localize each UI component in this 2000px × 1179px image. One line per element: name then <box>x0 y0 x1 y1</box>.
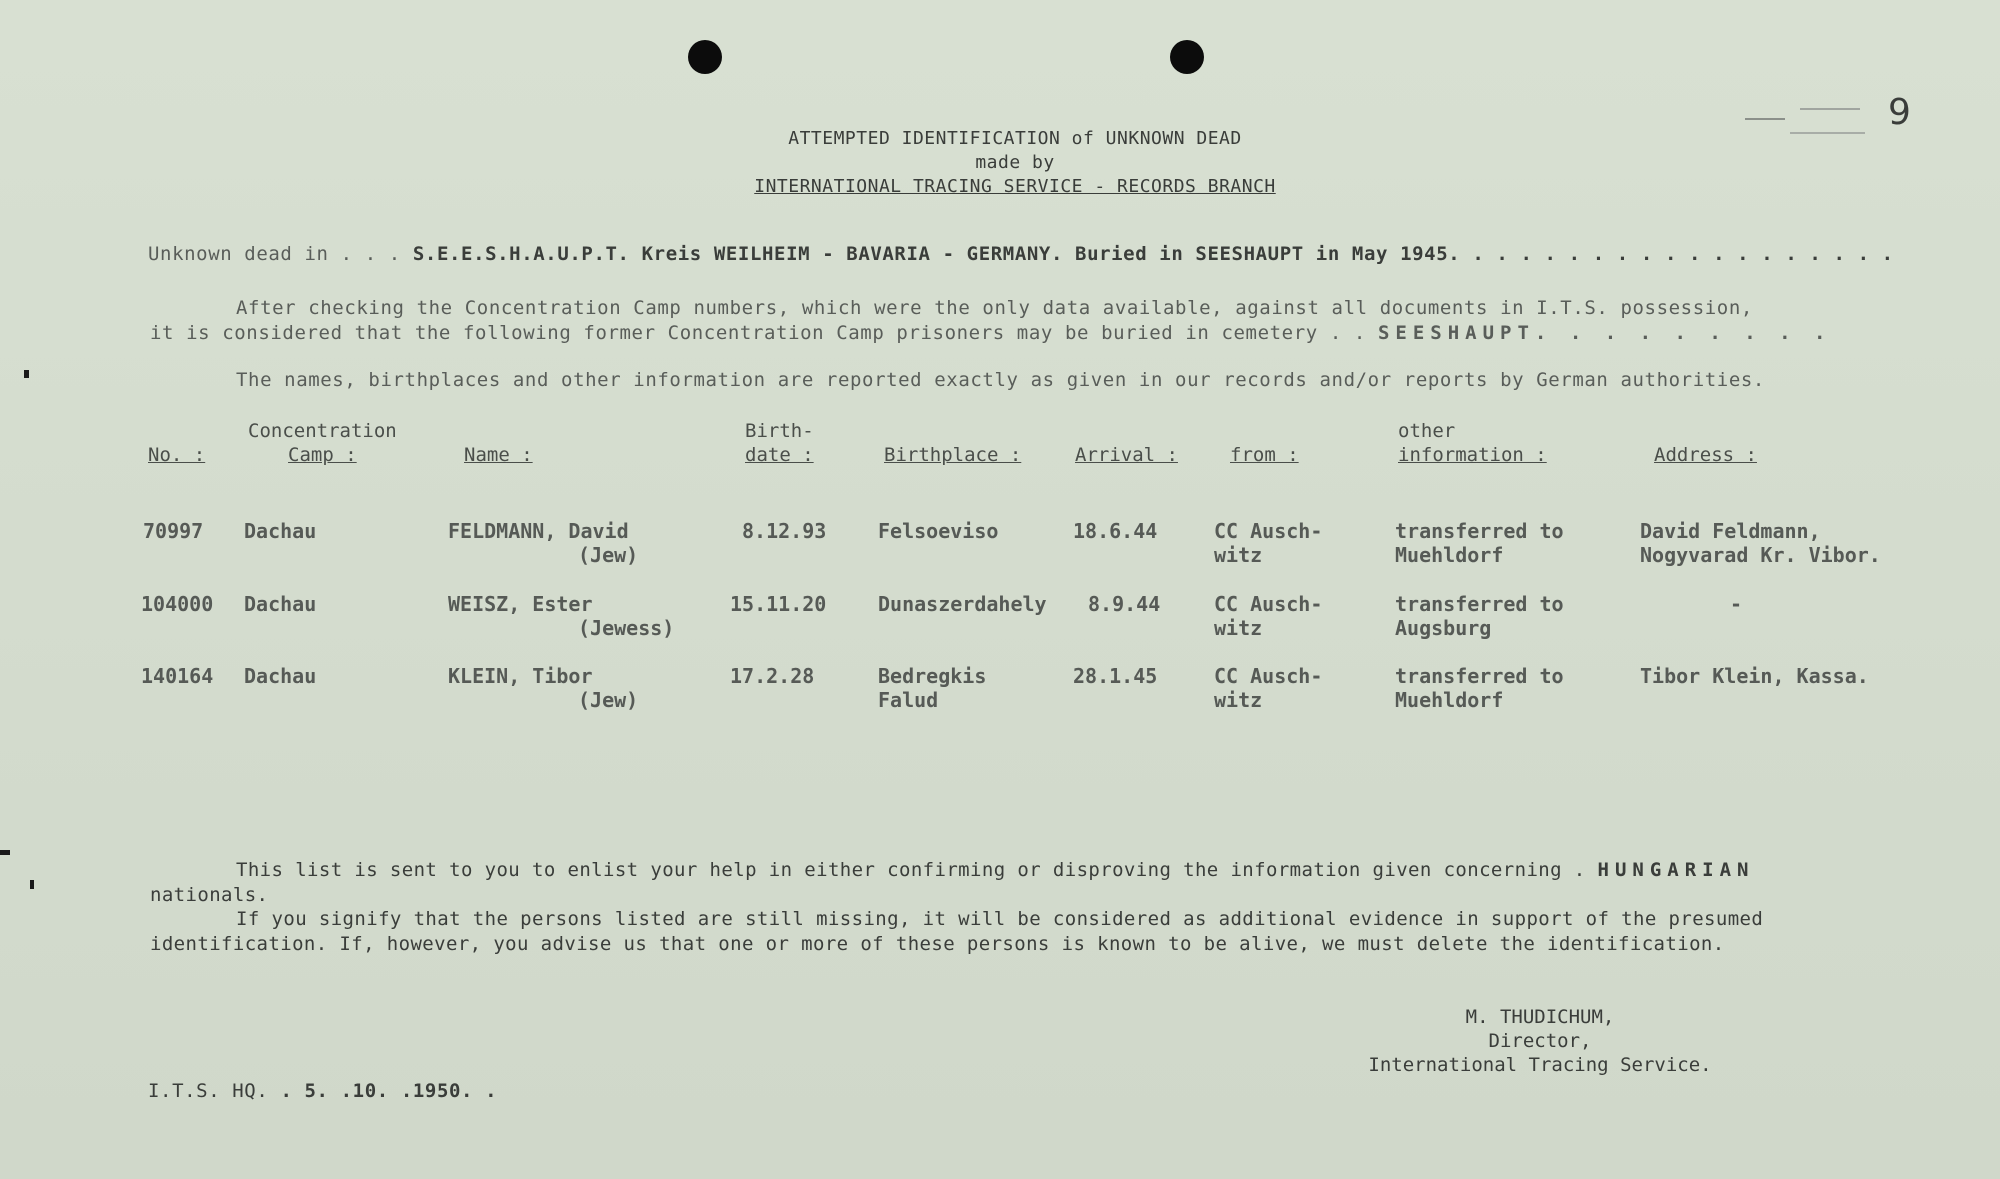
table-row-1-other-line1: transferred to <box>1395 519 1564 543</box>
table-row-2-name-text: WEISZ, Ester <box>448 592 593 616</box>
table-row-3-birthdate: 17.2.28 <box>730 664 815 688</box>
table-row-2-birthplace: Dunaszerdahely <box>878 592 1047 616</box>
signatory-name: M. THUDICHUM, <box>1465 1006 1615 1028</box>
margin-mark <box>24 370 29 378</box>
table-row-3-other <box>1395 664 1564 712</box>
cemetery-name: SEESHAUPT. . . . . . . . . <box>1377 322 1832 344</box>
table-row-1-birthdate: 8.12.93 <box>742 519 827 543</box>
col-header-from <box>1230 443 1299 467</box>
table-row-2-no: 104000 <box>141 592 214 616</box>
signatory-org: International Tracing Service. <box>1368 1054 1712 1076</box>
title-line-3: INTERNATIONAL TRACING SERVICE - RECORDS BRANCH <box>754 176 1276 197</box>
table-row-1-name-text: FELDMANN, David <box>448 519 629 543</box>
table-row-3-name <box>448 664 638 712</box>
unknown-dead-location: S.E.E.S.H.A.U.P.T. Kreis WEILHEIM - BAVARIA - GERMANY. <box>412 243 1063 265</box>
col-header-name-text: Name : <box>464 444 533 466</box>
closing-paragraph-1 <box>236 858 1754 883</box>
table-row-2-arrival: 8.9.44 <box>1088 592 1161 616</box>
table-row-3-birthplace <box>878 664 986 712</box>
table-row-1-name-note: (Jew) <box>578 543 639 567</box>
table-row-1-from-line1: CC Ausch- <box>1214 519 1323 543</box>
table-row-1-arrival: 18.6.44 <box>1073 519 1158 543</box>
table-row-2-other <box>1395 592 1564 640</box>
table-row-3-from <box>1214 664 1322 712</box>
punch-hole-left <box>688 40 722 74</box>
table-row-1-camp: Dachau <box>244 519 317 543</box>
table-row-3-name-note: (Jew) <box>578 688 639 712</box>
col-header-birthplace-text: Birthplace : <box>884 444 1022 466</box>
col-header-name <box>464 443 533 467</box>
col-header-camp <box>248 419 397 467</box>
table-row-3-address: Tibor Klein, Kassa. <box>1640 664 1869 688</box>
burial-info: Buried in SEESHAUPT in May 1945. . . . . . . . . . . . . . . . . . . <box>1075 243 1894 265</box>
document-title <box>0 127 2000 199</box>
col-header-address <box>1654 443 1757 467</box>
table-row-2-from-line2: witz <box>1214 616 1263 640</box>
table-row-1-from <box>1214 519 1322 567</box>
checking-line-2 <box>150 322 1831 344</box>
table-row-2-birthdate: 15.11.20 <box>730 592 827 616</box>
unknown-dead-label: Unknown dead in . . . <box>148 243 401 265</box>
col-header-birthdate <box>745 419 814 467</box>
page-number: 9 <box>1888 92 1911 133</box>
table-row-3-arrival: 28.1.45 <box>1073 664 1158 688</box>
table-row-2-other-line1: transferred to <box>1395 592 1564 616</box>
table-row-1-name <box>448 519 638 567</box>
table-row-3-name-text: KLEIN, Tibor <box>448 664 593 688</box>
margin-mark <box>0 850 10 855</box>
footer-location-date <box>148 1080 497 1102</box>
punch-hole-right <box>1170 40 1204 74</box>
table-row-2-from <box>1214 592 1322 640</box>
closing-paragraph-2-line1: If you signify that the persons listed are still missing, it will be considered as additional evidence in support of the presumed <box>236 908 1764 930</box>
table-row-1-address-line2: Nogyvarad Kr. Vibor. <box>1640 543 1881 567</box>
table-row-2-other-line2: Augsburg <box>1395 616 1492 640</box>
col-header-address-text: Address : <box>1654 444 1757 466</box>
nationality: HUNGARIAN <box>1597 859 1755 881</box>
checking-line-2-text: it is considered that the following former Concentration Camp prisoners may be buried in cemetery . . <box>150 322 1366 344</box>
table-row-3-other-line2: Muehldorf <box>1395 688 1504 712</box>
col-header-camp-line1: Concentration <box>248 420 397 442</box>
table-row-2-camp: Dachau <box>244 592 317 616</box>
table-row-1-address-line1: David Feldmann, <box>1640 519 1821 543</box>
table-row-2-address: - <box>1730 592 1743 616</box>
signatory-title: Director, <box>1488 1030 1592 1052</box>
col-header-no <box>148 443 205 467</box>
col-header-birthdate-line1: Birth- <box>745 420 814 442</box>
col-header-other-line1: other <box>1398 420 1456 442</box>
table-row-2-name <box>448 592 674 640</box>
table-row-3-no: 140164 <box>141 664 214 688</box>
table-row-3-camp: Dachau <box>244 664 317 688</box>
table-row-1-other-line2: Muehldorf <box>1395 543 1504 567</box>
col-header-other-line2: information : <box>1398 444 1547 466</box>
signature-block <box>1340 1005 1740 1077</box>
table-row-1-birthplace: Felsoeviso <box>878 519 999 543</box>
col-header-arrival <box>1075 443 1178 467</box>
col-header-arrival-text: Arrival : <box>1075 444 1178 466</box>
col-header-birthplace <box>884 443 1021 467</box>
title-line-2: made by <box>975 152 1055 173</box>
table-row-1-no: 70997 <box>143 519 204 543</box>
checking-line-1: After checking the Concentration Camp numbers, which were the only data available, against all documents in I.T.S. possession, <box>236 297 1753 319</box>
col-header-other <box>1398 419 1547 467</box>
col-header-no-text: No. : <box>148 444 206 466</box>
table-row-2-name-note: (Jewess) <box>578 616 675 640</box>
table-row-3-birthplace-line2: Falud <box>878 688 939 712</box>
closing-p1-text: This list is sent to you to enlist your help in either confirming or disproving the information given concerning . <box>236 859 1586 881</box>
closing-paragraph-1-cont: nationals. <box>150 884 269 906</box>
col-header-birthdate-line2: date : <box>745 444 814 466</box>
table-row-1-address <box>1640 519 1881 567</box>
table-row-1-from-line2: witz <box>1214 543 1263 567</box>
footer-date: . 5. .10. .1950. . <box>280 1080 498 1102</box>
table-row-3-from-line1: CC Ausch- <box>1214 664 1323 688</box>
title-line-1: ATTEMPTED IDENTIFICATION of UNKNOWN DEAD <box>788 128 1242 149</box>
table-row-3-from-line2: witz <box>1214 688 1263 712</box>
margin-mark <box>30 880 34 889</box>
unknown-dead-line <box>148 243 1894 265</box>
closing-paragraph-2-line2: identification. If, however, you advise us that one or more of these persons is known to be alive, we must delete the identification. <box>150 933 1725 955</box>
table-row-3-birthplace-line1: Bedregkis <box>878 664 987 688</box>
col-header-from-text: from : <box>1230 444 1299 466</box>
col-header-camp-line2: Camp : <box>288 444 357 466</box>
footer-location: I.T.S. HQ. <box>148 1080 269 1102</box>
table-row-2-from-line1: CC Ausch- <box>1214 592 1323 616</box>
table-row-3-other-line1: transferred to <box>1395 664 1564 688</box>
names-note: The names, birthplaces and other information are reported exactly as given in our records and/or reports by German authorities. <box>236 369 1765 391</box>
table-row-1-other <box>1395 519 1564 567</box>
